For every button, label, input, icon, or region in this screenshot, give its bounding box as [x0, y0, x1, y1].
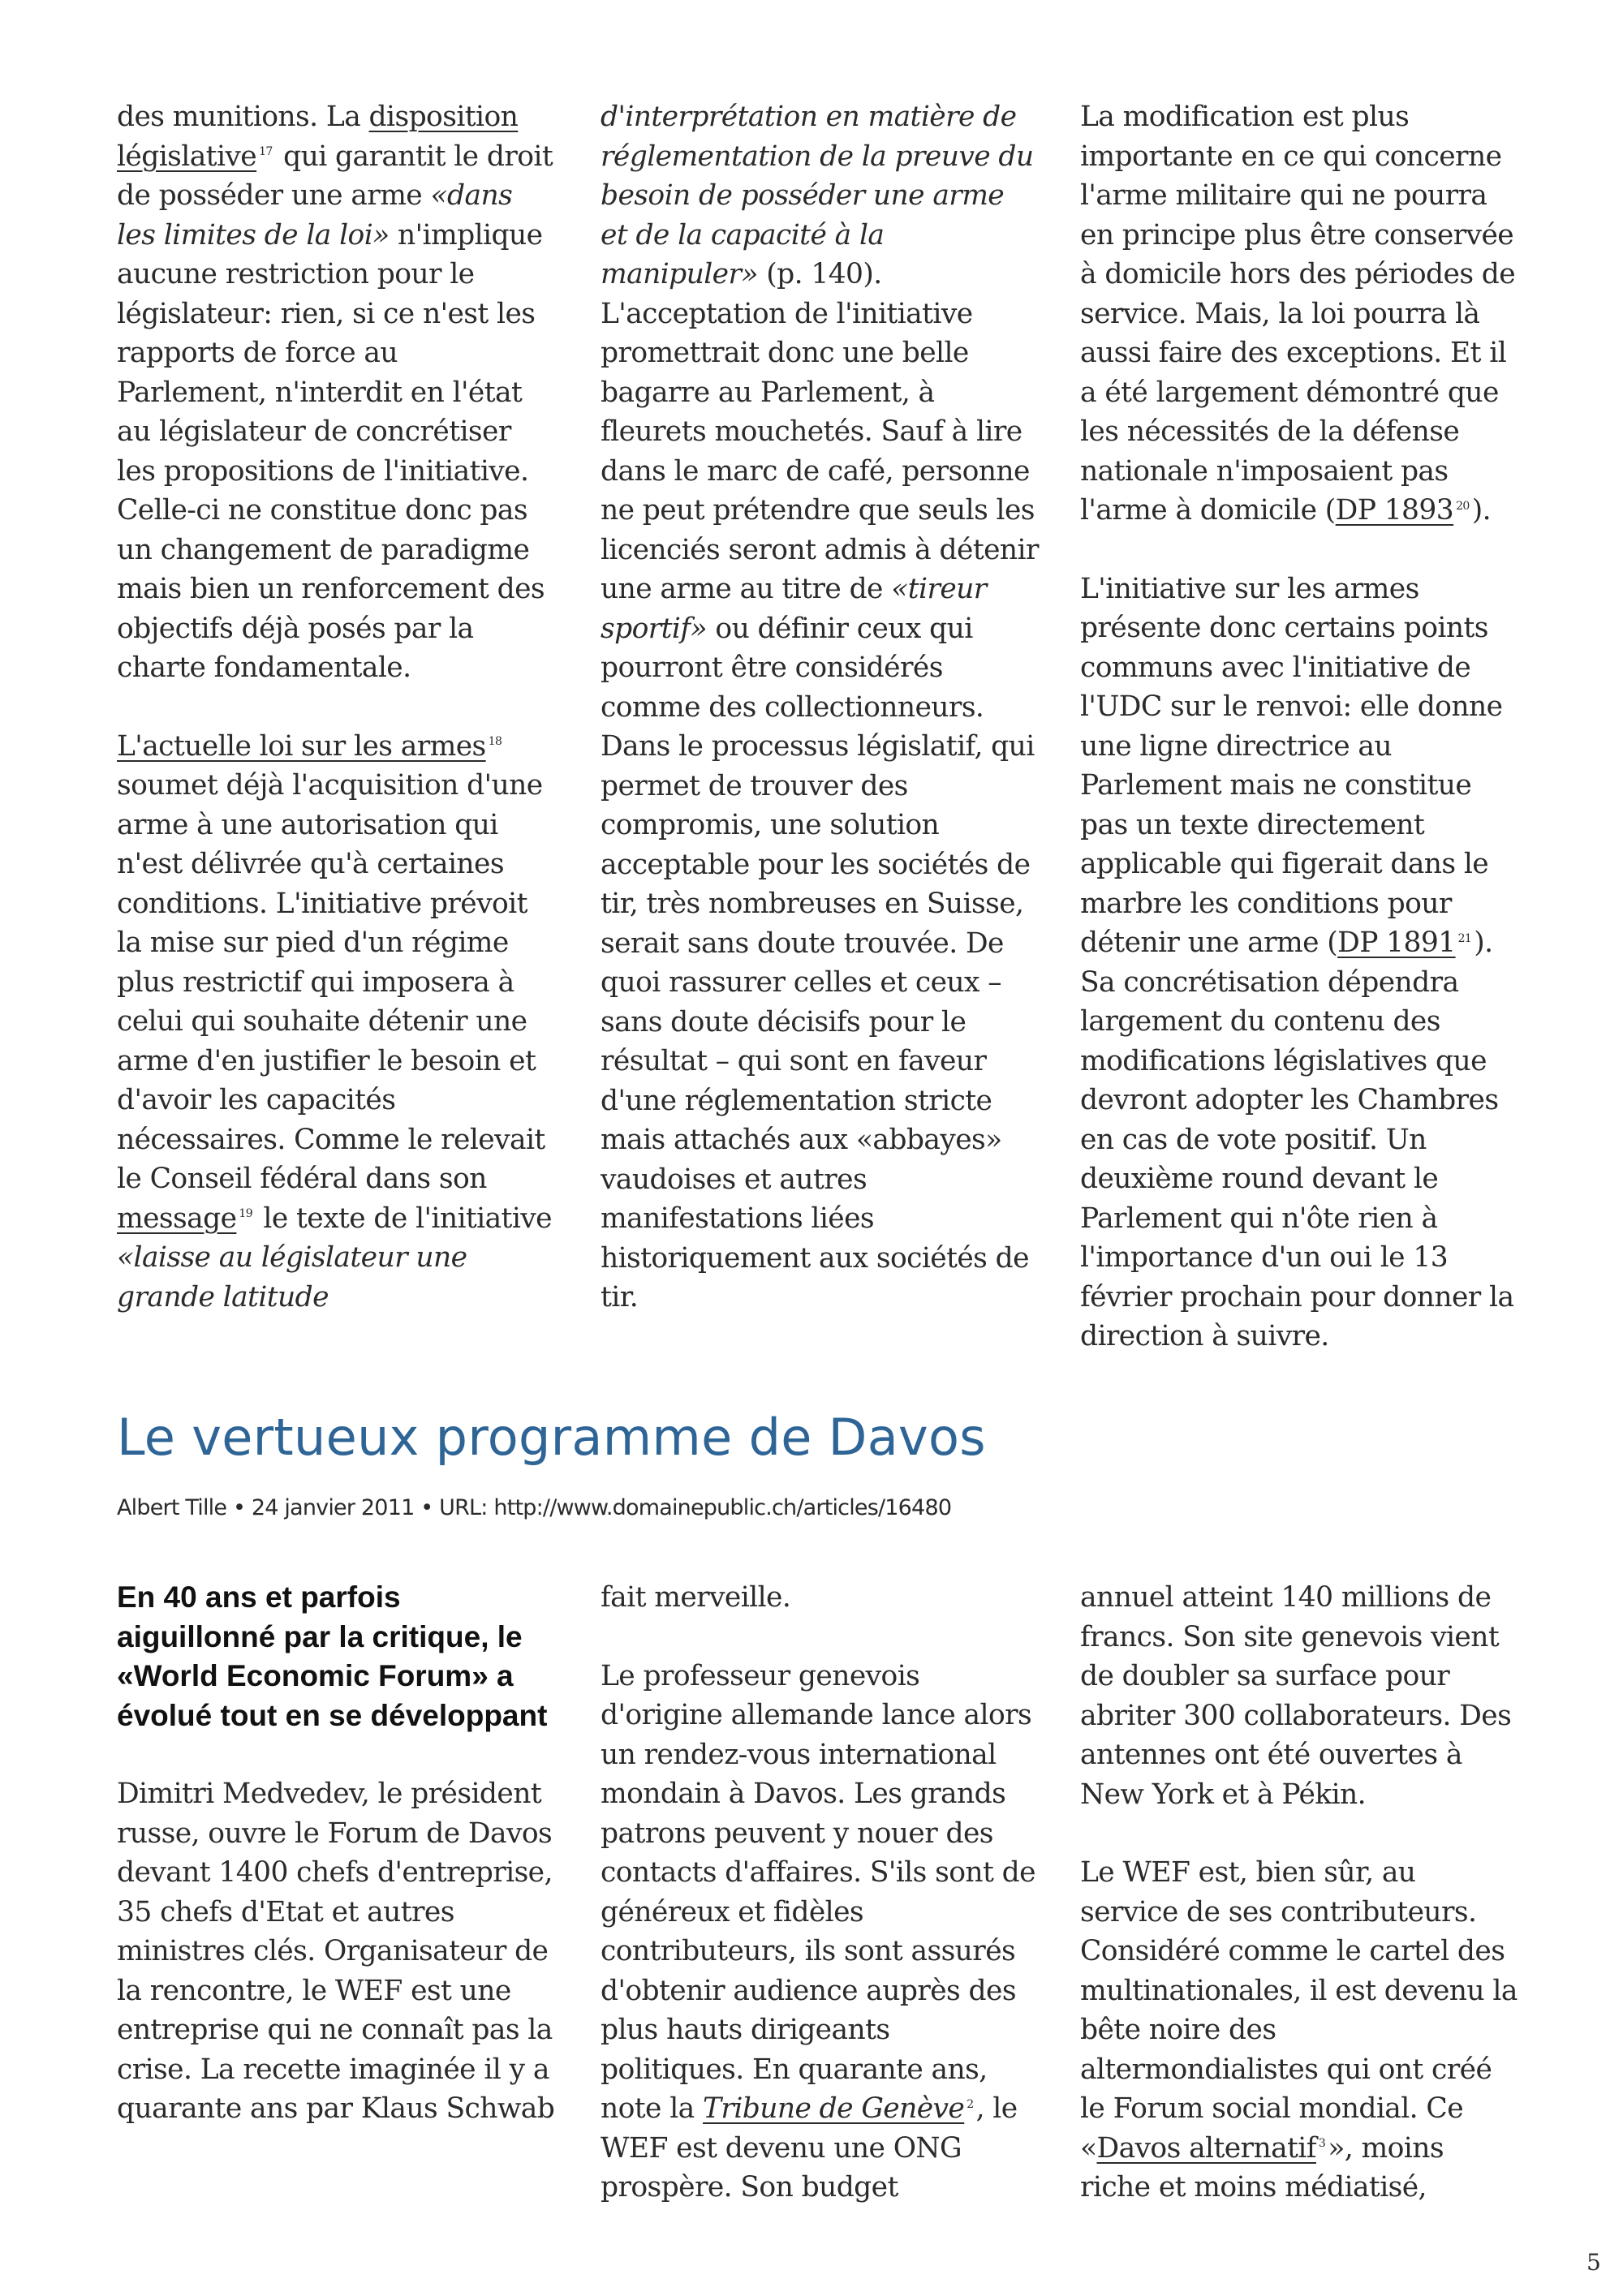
text: Le professeur genevois d'origine allemande lance alors un rendez-vous international mondain à Davos. Les grands patrons peuvent y nouer des contacts d'affaires. S'ils sont de généreux et fidèles contributeurs, ils sont assurés d'obtenir audience auprès des plus hauts dirigeants politiques. En quarante ans, note la: [601, 1659, 1035, 2125]
article-title: Le vertueux programme de Davos: [117, 1408, 986, 1467]
footnote-ref: 3: [1318, 2137, 1326, 2150]
footnote-ref: 21: [1457, 931, 1472, 945]
text: le texte de l'initiative: [255, 1202, 552, 1235]
tribune-de-geneve-link[interactable]: [703, 2092, 964, 2125]
text: ).: [1471, 494, 1491, 527]
message-link[interactable]: message: [117, 1202, 237, 1235]
article1-column-3: [1080, 97, 1518, 1357]
article2-paragraph: Dimitri Medvedev, le président russe, ouvre le Forum de Davos devant 1400 chefs d'entreprise, 35 chefs d'Etat et autres ministres clés. Organisateur de la rencontre, le WEF est une entreprise qui ne connaît pas la crise. La recette imaginée il y a quarante ans par Klaus Schwab: [117, 1778, 555, 2125]
article2-column-3: [1080, 1578, 1518, 2208]
quote: d'interprétation en matière de réglementation de la preuve du besoin de posséder une arme et de la capacité à la manipuler»: [601, 101, 1034, 290]
footnote-ref: 2: [966, 2097, 974, 2111]
link-text: Tribune de Genève: [703, 2092, 965, 2125]
article2-column-2: [601, 1578, 1039, 2208]
article2-paragraph: fait merveille.: [601, 1581, 791, 1614]
dp-1893-link[interactable]: DP 1893: [1335, 494, 1454, 527]
text: qui garantit le droit de posséder une arme: [117, 140, 553, 212]
text: ou définir ceux qui pourront être considérés comme des collectionneurs. Dans le processus législatif, qui permet de trouver des compromis, une solution acceptable pour les sociétés de tir, très nombreuses en Suisse, serait sans doute trouvée. De quoi rassurer celles et ceux – sans doute décisifs pour le résultat – qui sont en faveur d'une réglementation stricte mais attachés aux «abbayes» vaudoises et autres manifestations liées historiquement aux sociétés de tir.: [601, 612, 1035, 1314]
article2-paragraph: [601, 1657, 1039, 2208]
footnote-ref: 19: [239, 1207, 253, 1220]
footnote-ref: 18: [488, 735, 502, 748]
quote: «tireur sportif»: [601, 573, 987, 645]
text: (p. 140). L'acceptation de l'initiative promettrait donc une belle bagarre au Parlement, à fleurets mouchetés. Sauf à lire dans le marc de café, personne ne peut prétendre que seuls les licenciés seront admis à détenir une arme au titre de: [601, 258, 1039, 605]
article2-paragraph: annuel atteint 140 millions de francs. Son site genevois vient de doubler sa surface pour abriter 300 collaborateurs. Des antennes ont été ouvertes à New York et à Pékin.: [1080, 1581, 1512, 1811]
page-number: 5: [1586, 2249, 1601, 2276]
text: L'initiative sur les armes présente donc certains points communs avec l'initiative de l'UDC sur le renvoi: elle donne une ligne directrice au Parlement mais ne constitue pas un texte directement applicable qui figerait dans le marbre les conditions pour détenir une arme (: [1080, 572, 1503, 959]
article2-paragraph: [1080, 1853, 1518, 2208]
text: , le WEF est devenu une ONG prospère. Son budget: [601, 2092, 1018, 2204]
article-meta: Albert Tille • 24 janvier 2011 • URL: http://www.domainepublic.ch/articles/16480: [117, 1495, 952, 1520]
dp-1891-link[interactable]: DP 1891: [1337, 927, 1456, 959]
article1-column-1: [117, 97, 555, 1317]
article1-paragraph: [117, 97, 555, 688]
article1-paragraph: [1080, 570, 1518, 1357]
quote: «dans les limites de la loi»: [117, 179, 513, 252]
article1-paragraph: [117, 727, 555, 1318]
quote: «laisse au législateur une grande latitude: [117, 1241, 467, 1314]
loi-sur-les-armes-link[interactable]: L'actuelle loi sur les armes: [117, 729, 486, 763]
disposition-legislative-link[interactable]: disposition législative: [117, 101, 519, 173]
text: », moins riche et moins médiatisé,: [1080, 2131, 1444, 2204]
footnote-ref: 17: [259, 145, 273, 158]
article1-paragraph: [1080, 97, 1518, 531]
text: n'implique aucune restriction pour le législateur: rien, si ce n'est les rapports de force au Parlement, n'interdit en l'état au législateur de concrétiser les propositions de l'initiative. Celle-ci ne constitue donc pas un changement de paradigme mais bien un renforcement des objectifs déjà posés par la charte fondamentale.: [117, 218, 545, 684]
text: Le WEF est, bien sûr, au service de ses contributeurs. Considéré comme le cartel des multinationales, il est devenu la bête noire des altermondialistes qui ont créé le Forum social mondial. Ce «: [1080, 1856, 1518, 2165]
text: ). Sa concrétisation dépendra largement du contenu des modifications législatives que devront adopter les Chambres en cas de vote positif. Un deuxième round devant le Parlement qui n'ôte rien à l'importance d'un oui le 13 février prochain pour donner la direction à suivre.: [1080, 927, 1514, 1352]
article2-column-1: [117, 1578, 555, 2129]
article1-column-2: [601, 97, 1039, 1318]
davos-alternatif-link[interactable]: Davos alternatif: [1096, 2131, 1316, 2165]
text: soumet déjà l'acquisition d'une arme à une autorisation qui n'est délivrée qu'à certaines conditions. L'initiative prévoit la mise sur pied d'un régime plus restrictif qui imposera à celui qui souhaite détenir une arme d'en justifier le besoin et d'avoir les capacités nécessaires. Comme le relevait le Conseil fédéral dans son: [117, 769, 545, 1195]
article1-paragraph: [601, 97, 1039, 1318]
footnote-ref: 20: [1456, 499, 1470, 513]
article-lead: En 40 ans et parfois aiguillonné par la critique, le «World Economic Forum» a évolué tout en se développant: [117, 1580, 548, 1732]
text: des munitions. La: [117, 101, 369, 133]
text: La modification est plus importante en ce qui concerne l'arme militaire qui ne pourra en principe plus être conservée à domicile hors des périodes de service. Mais, la loi pourra là aussi faire des exceptions. Et il a été largement démontré que les nécessités de la défense nationale n'imposaient pas l'arme à domicile (: [1080, 101, 1516, 527]
